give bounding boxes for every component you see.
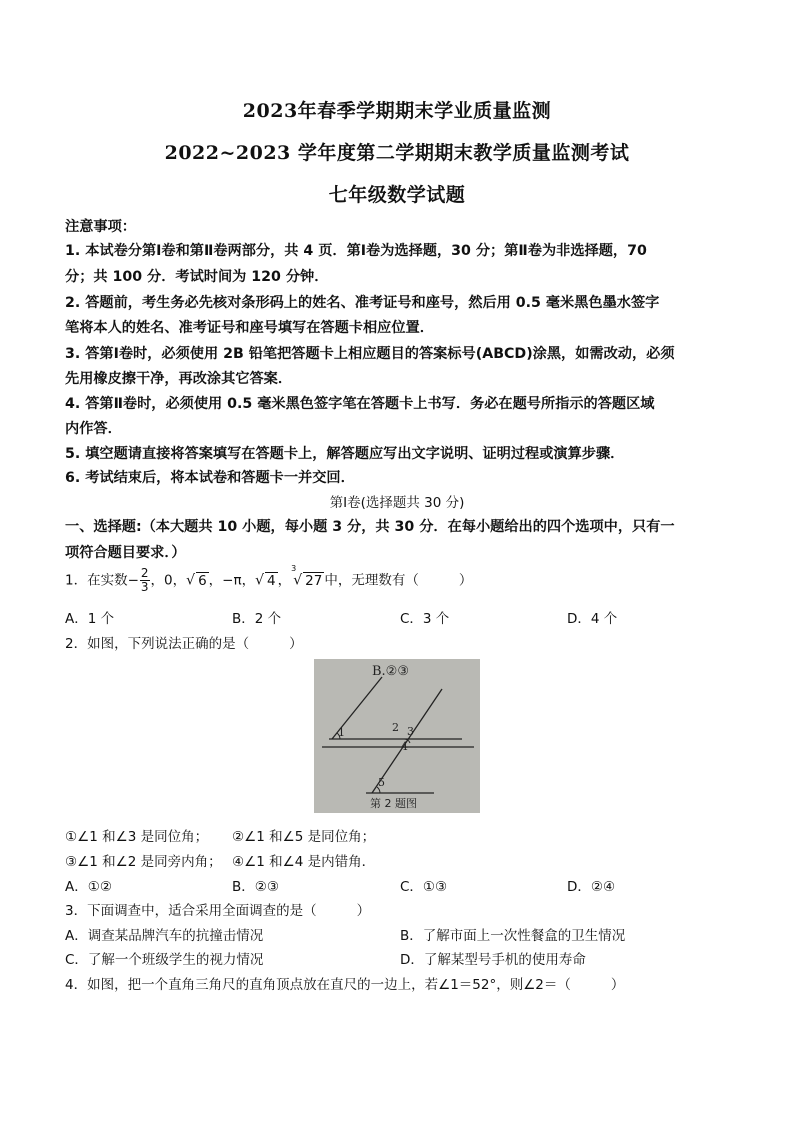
q2-statement-2: ②∠1 和∠5 是同位角； xyxy=(232,829,376,845)
section-instruction-line-2: 项符合题目要求．） xyxy=(65,545,186,561)
angle-label-5: 5 xyxy=(378,776,385,789)
q2-option-a: A．①② xyxy=(65,879,112,895)
question-2-stem: 2．如图，下列说法正确的是（ ） xyxy=(65,636,303,652)
notice-line-2: 分；共 100 分．考试时间为 120 分钟． xyxy=(65,269,329,285)
notice-line-9: 5. 填空题请直接将答案填写在答题卡上，解答题应写出文字说明、证明过程或演算步骤． xyxy=(65,446,625,462)
angle-label-3: 3 xyxy=(407,725,414,738)
q2-option-b: B．②③ xyxy=(232,879,279,895)
q3-option-d: D．了解某型号手机的使用寿命 xyxy=(400,952,586,968)
notice-line-5: 3. 答第Ⅰ卷时，必须使用 2B 铅笔把答题卡上相应题目的答案标号(ABCD)涂黑，如需改动，必须 xyxy=(65,346,675,362)
q2-option-d: D．②④ xyxy=(567,879,616,895)
notice-line-10: 6. 考试结束后，将本试卷和答题卡一并交回． xyxy=(65,470,355,486)
notice-line-8: 内作答． xyxy=(65,421,122,437)
exam-title-grade: 七年级数学试题 xyxy=(328,184,466,206)
q3-option-b: B．了解市面上一次性餐盒的卫生情况 xyxy=(400,928,626,944)
notice-line-7: 4. 答第Ⅱ卷时，必须使用 0.5 毫米黑色签字笔在答题卡上书写．务必在题号所指示的答题区域 xyxy=(65,396,655,412)
q3-option-c: C．了解一个班级学生的视力情况 xyxy=(65,952,264,968)
question-1-stem: 1．在实数− $\frac{2}{3}$ ，0，√ 6 ，−π，√ 4 ，$^3$√ 27 中，无理数有（ ） xyxy=(65,564,473,594)
sqrt-6: 6 xyxy=(198,572,207,589)
q1-option-b: B．2 个 xyxy=(232,611,282,627)
figure-header: B.②③ xyxy=(372,664,409,679)
section-instruction-line-1: 一、选择题:（本大题共 10 小题，每小题 3 分，共 30 分．在每小题给出的四个选项中，只有一 xyxy=(65,519,675,535)
notice-line-6: 先用橡皮擦干净，再改涂其它答案． xyxy=(65,371,293,387)
q2-statement-4: ④∠1 和∠4 是内错角． xyxy=(232,854,376,870)
question-3-stem: 3．下面调查中，适合采用全面调查的是（ ） xyxy=(65,903,371,919)
q3-option-a: A．调查某品牌汽车的抗撞击情况 xyxy=(65,928,264,944)
cbrt-27: 27 xyxy=(305,572,323,589)
angle-diagram xyxy=(314,659,480,813)
fraction: $\frac{2}{3}$ xyxy=(140,566,149,594)
q1-option-d: D．4 个 xyxy=(567,611,618,627)
notice-line-4: 笔将本人的姓名、准考证号和座号填写在答题卡相应位置． xyxy=(65,320,434,336)
question-4-stem: 4．如图，把一个直角三角尺的直角顶点放在直尺的一边上，若∠1＝52°，则∠2＝（ ） xyxy=(65,977,625,993)
exam-title-sub: 2022~2023 学年度第二学期期末教学质量监测考试 xyxy=(164,142,630,164)
q2-option-c: C．①③ xyxy=(400,879,448,895)
angle-label-4: 4 xyxy=(401,740,408,753)
figure-caption: 第 2 题图 xyxy=(370,797,417,810)
q1-option-c: C．3 个 xyxy=(400,611,450,627)
angle-label-2: 2 xyxy=(392,721,399,734)
q2-statement-1: ①∠1 和∠3 是同位角； xyxy=(65,829,209,845)
notice-line-1: 1. 本试卷分第Ⅰ卷和第Ⅱ卷两部分，共 4 页．第Ⅰ卷为选择题，30 分；第Ⅱ卷为非选择题，70 xyxy=(65,243,647,259)
notice-heading: 注意事项： xyxy=(65,219,136,235)
notice-line-3: 2. 答题前，考生务必先核对条形码上的姓名、准考证号和座号，然后用 0.5 毫米黑色墨水签字 xyxy=(65,295,660,311)
q1-option-a: A．1 个 xyxy=(65,611,115,627)
sqrt-4: 4 xyxy=(267,572,276,589)
exam-title-main: 2023年春季学期期末学业质量监测 xyxy=(242,100,552,122)
q2-statement-3: ③∠1 和∠2 是同旁内角； xyxy=(65,854,222,870)
angle-label-1: 1 xyxy=(338,726,345,739)
question-2-figure xyxy=(314,659,480,813)
part1-heading: 第Ⅰ卷(选择题共 30 分) xyxy=(329,495,465,511)
